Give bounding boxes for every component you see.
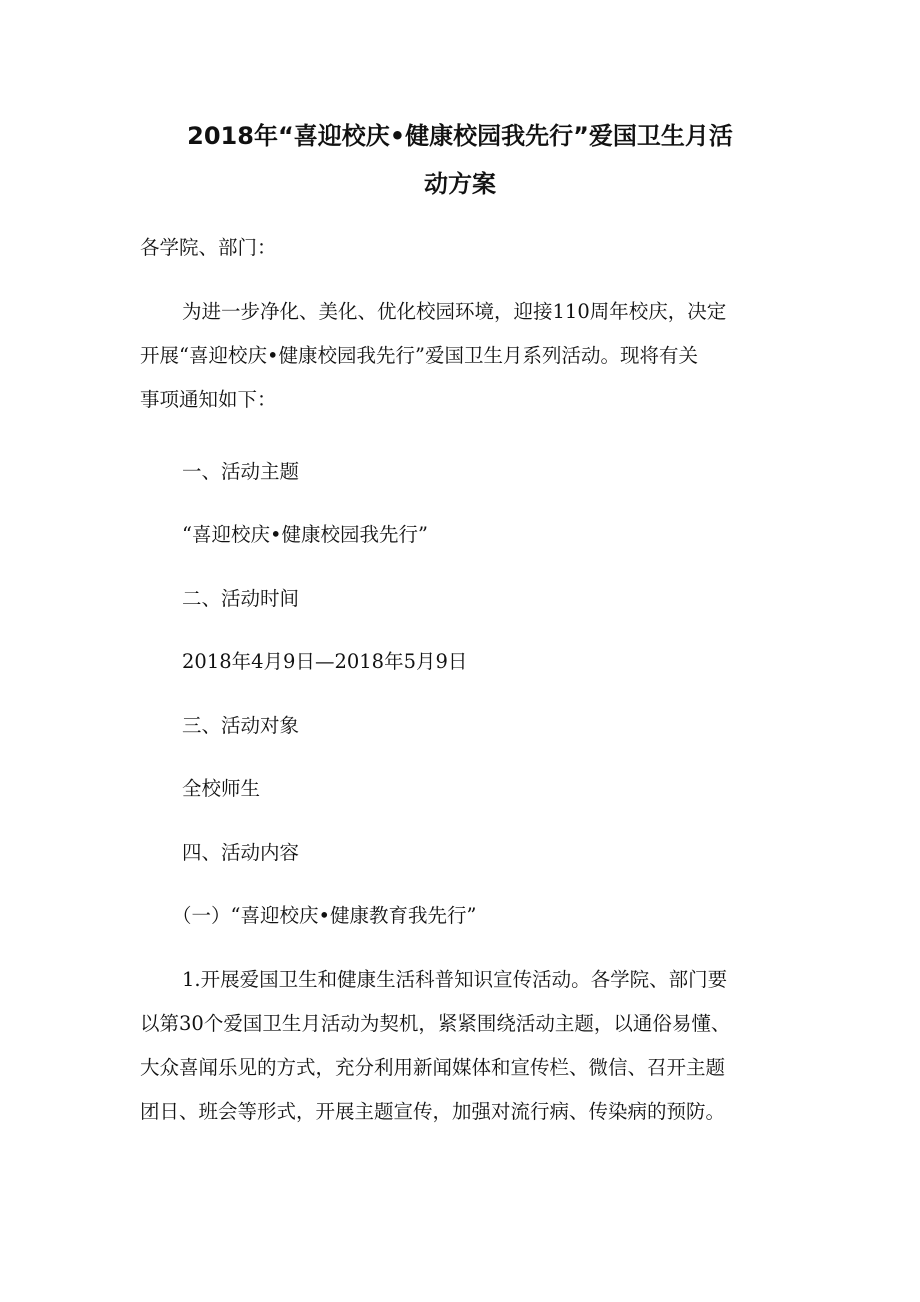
title-line-2: 动方案 [424, 170, 496, 198]
document-title [120, 112, 800, 208]
section-3-text: 全校师生 [182, 777, 261, 800]
item-1-line-4: 团日、班会等形式，开展主题宣传，加强对流行病、传染病的预防。 [140, 1100, 726, 1123]
item-1-line-1: 1.开展爱国卫生和健康生活科普知识宣传活动。各学院、部门要 [182, 968, 728, 991]
section-1-heading: 一、活动主题 [182, 460, 300, 483]
intro-line-1: 为进一步净化、美化、优化校园环境，迎接110周年校庆，决定 [182, 300, 727, 323]
section-2-heading: 二、活动时间 [182, 587, 300, 610]
item-1-line-3: 大众喜闻乐见的方式，充分利用新闻媒体和宣传栏、微信、召开主题 [140, 1056, 726, 1079]
intro-line-3: 事项通知如下： [140, 388, 277, 411]
salutation: 各学院、部门： [140, 236, 277, 259]
item-1-line-2: 以第30个爱国卫生月活动为契机，紧紧围绕活动主题，以通俗易懂、 [140, 1012, 731, 1035]
item-1-paragraph [140, 958, 790, 1134]
title-line-1: 2018年“喜迎校庆•健康校园我先行”爱国卫生月活 [187, 122, 733, 150]
section-2-text: 2018年4月9日—2018年5月9日 [182, 650, 468, 673]
section-1-text: “喜迎校庆•健康校园我先行” [182, 523, 428, 546]
section-4-heading: 四、活动内容 [182, 841, 300, 864]
intro-paragraph [140, 290, 790, 422]
subsection-1-heading: （一）“喜迎校庆•健康教育我先行” [172, 904, 477, 927]
intro-line-2: 开展“喜迎校庆•健康校园我先行”爱国卫生月系列活动。现将有关 [140, 344, 698, 367]
section-3-heading: 三、活动对象 [182, 714, 300, 737]
